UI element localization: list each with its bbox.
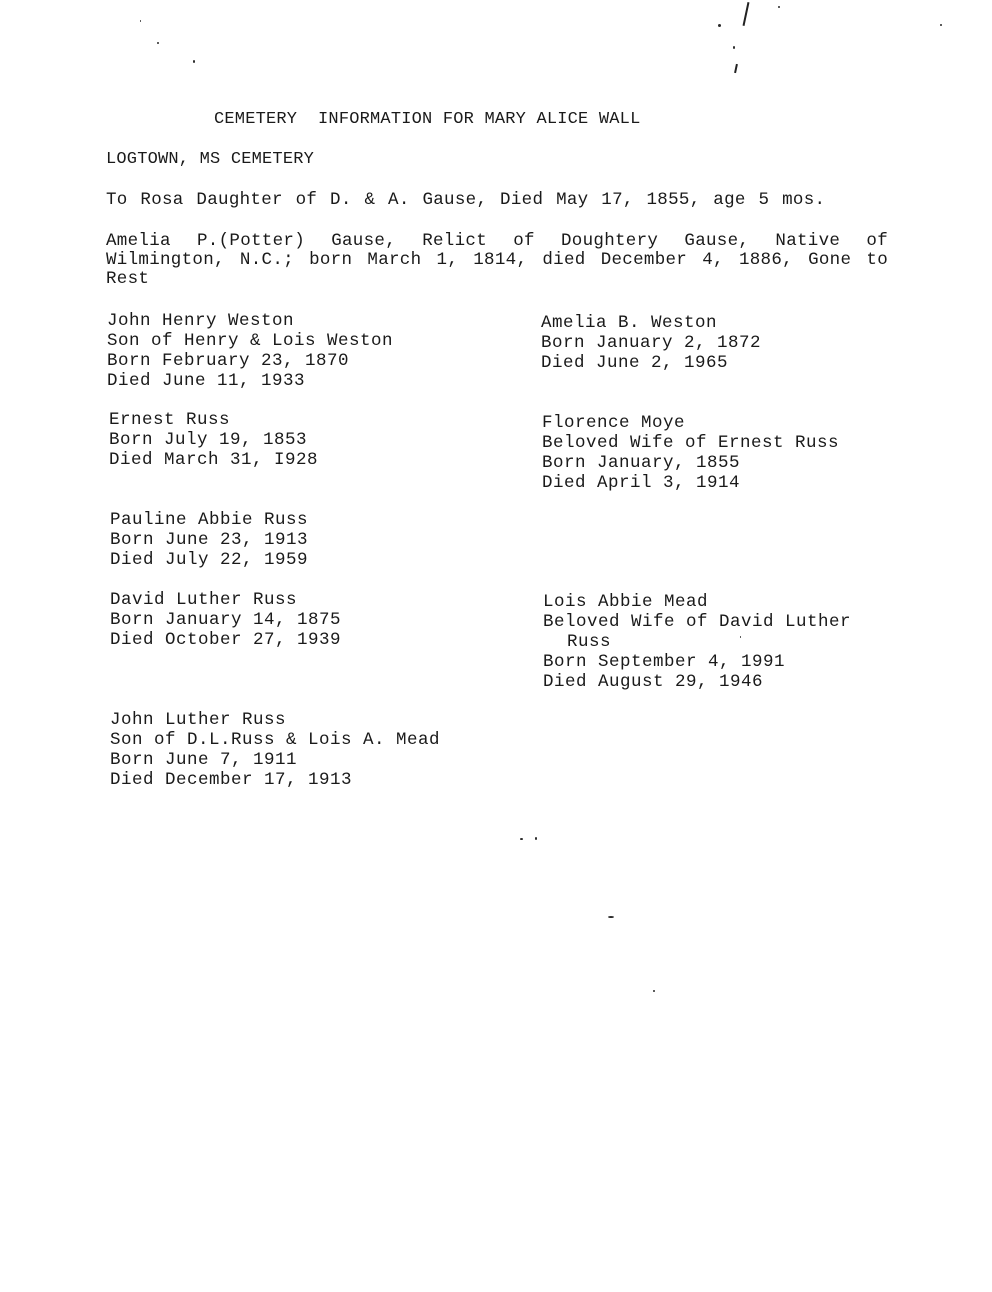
- entry-name: Ernest Russ: [109, 410, 231, 430]
- entry-name: David Luther Russ: [110, 590, 298, 610]
- entry-relation: Beloved Wife of Ernest Russ: [542, 433, 840, 453]
- entry-amelia-b-weston: [541, 313, 761, 373]
- entry-died: Died December 17, 1913: [110, 770, 353, 790]
- scan-speck: [740, 636, 741, 638]
- scan-speck: [535, 837, 537, 840]
- entry-john-henry-weston: [107, 311, 393, 391]
- entry-name: John Henry Weston: [107, 311, 295, 331]
- scan-speck: [733, 46, 735, 49]
- entry-died: Died June 11, 1933: [107, 371, 306, 391]
- entry-david-luther-russ: [110, 590, 341, 650]
- scan-speck: [940, 24, 942, 26]
- entry-relation: Beloved Wife of David Luther: [543, 612, 852, 632]
- entry-florence-moye: [542, 413, 839, 493]
- entry-born: Born January 14, 1875: [110, 610, 342, 630]
- entry-name: John Luther Russ: [110, 710, 287, 730]
- scan-speck: [778, 6, 780, 8]
- scan-speck: [193, 60, 195, 63]
- cemetery-name: LOGTOWN, MS CEMETERY: [106, 150, 315, 169]
- entry-relation-continued: Russ: [567, 632, 612, 652]
- entry-born: Born September 4, 1991: [543, 652, 786, 672]
- amelia-potter-gause-entry: Amelia P.(Potter) Gause, Relict of Doughtery Gause, Native of Wilmington, N.C.; born March 1, 1814, died December 4, 1886, Gone to Rest: [106, 231, 888, 289]
- entry-died: Died August 29, 1946: [543, 672, 764, 692]
- document-title: CEMETERY INFORMATION FOR MARY ALICE WALL: [214, 110, 641, 129]
- entry-died: Died October 27, 1939: [110, 630, 342, 650]
- entry-died: Died June 2, 1965: [541, 353, 729, 373]
- scan-speck: [608, 916, 614, 918]
- entry-born: Born January 2, 1872: [541, 333, 762, 353]
- entry-lois-abbie-mead: [543, 592, 851, 692]
- entry-born: Born February 23, 1870: [107, 351, 350, 371]
- scan-speck: [157, 42, 159, 44]
- entry-relation: Son of Henry & Lois Weston: [107, 331, 394, 351]
- entry-born: Born June 7, 1911: [110, 750, 298, 770]
- entry-born: Born June 23, 1913: [110, 530, 309, 550]
- entry-name: Amelia B. Weston: [541, 313, 718, 333]
- scan-mark: [734, 64, 738, 73]
- entry-pauline-abbie-russ: [110, 510, 308, 570]
- scan-speck: [653, 990, 655, 992]
- scan-speck: [718, 24, 721, 27]
- entry-born: Born January, 1855: [542, 453, 741, 473]
- scan-mark: [743, 2, 750, 26]
- entry-ernest-russ: [109, 410, 318, 470]
- entry-name: Pauline Abbie Russ: [110, 510, 309, 530]
- entry-name: Lois Abbie Mead: [543, 592, 709, 612]
- rosa-gause-entry: To Rosa Daughter of D. & A. Gause, Died May 17, 1855, age 5 mos.: [106, 190, 826, 210]
- entry-name: Florence Moye: [542, 413, 686, 433]
- entry-died: Died July 22, 1959: [110, 550, 309, 570]
- entry-died: Died April 3, 1914: [542, 473, 741, 493]
- entry-born: Born July 19, 1853: [109, 430, 308, 450]
- entry-died: Died March 31, I928: [109, 450, 319, 470]
- scan-speck: [520, 838, 523, 840]
- entry-john-luther-russ: [110, 710, 440, 790]
- scan-speck: [140, 20, 141, 22]
- entry-relation: Son of D.L.Russ & Lois A. Mead: [110, 730, 441, 750]
